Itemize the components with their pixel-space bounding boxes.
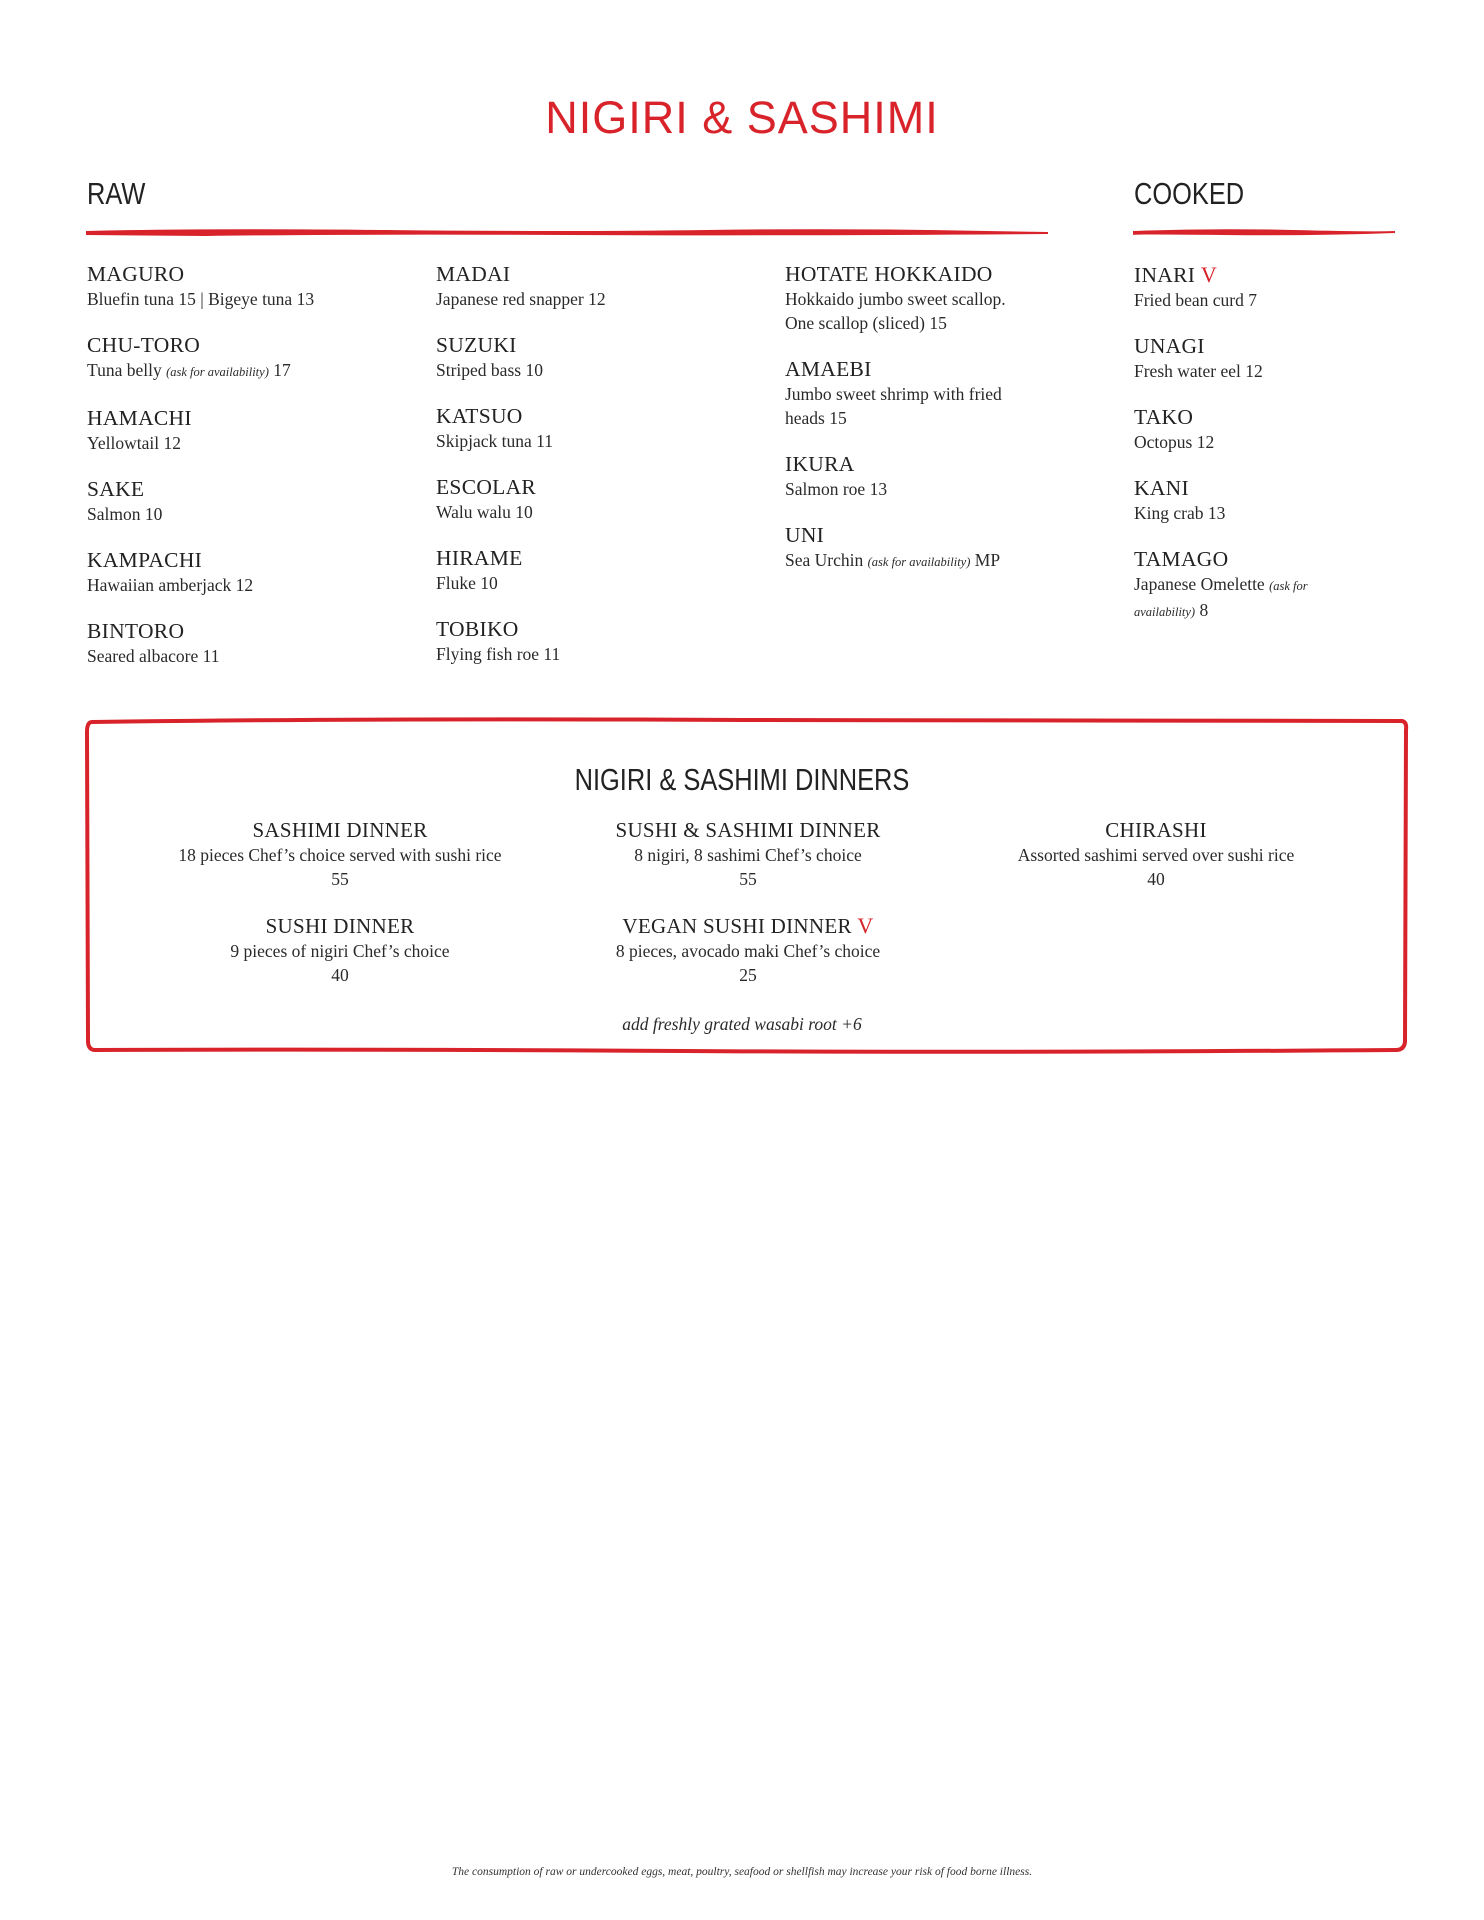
- item-name: IKURA: [785, 452, 855, 476]
- item-desc: Octopus 12: [1134, 432, 1215, 452]
- dinner-item: [130, 913, 550, 987]
- item-desc: Assorted sashimi served over sushi rice: [1017, 845, 1295, 865]
- raw-column-3: [785, 262, 1125, 596]
- raw-column-1: [87, 262, 427, 690]
- menu-item: [436, 262, 776, 311]
- item-name: SASHIMI DINNER: [252, 818, 428, 842]
- menu-item: [436, 333, 776, 382]
- item-desc: Jumbo sweet shrimp with fried: [785, 384, 1002, 404]
- menu-item: [1134, 547, 1434, 624]
- wasabi-addon-note: add freshly grated wasabi root +6: [622, 1014, 862, 1034]
- menu-item: [436, 404, 776, 453]
- availability-note: (ask for availability): [867, 555, 971, 569]
- item-price: MP: [970, 550, 1001, 570]
- item-desc: 8 nigiri, 8 sashimi Chef’s choice: [634, 845, 862, 865]
- item-name: SUZUKI: [436, 333, 517, 357]
- item-desc: Salmon 10: [87, 504, 163, 524]
- raw-heading: RAW: [87, 176, 146, 211]
- item-desc-text: Japanese Omelette: [1134, 574, 1270, 594]
- item-desc: 8 pieces, avocado maki Chef’s choice: [615, 941, 881, 961]
- cooked-heading: COOKED: [1134, 176, 1245, 211]
- item-price: 17: [268, 360, 291, 380]
- item-desc-text: Tuna belly: [87, 360, 167, 380]
- item-name: TAKO: [1134, 405, 1194, 429]
- item-desc: Flying fish roe 11: [436, 644, 561, 664]
- menu-item: [436, 617, 776, 666]
- item-desc: Bluefin tuna 15 | Bigeye tuna 13: [87, 289, 315, 309]
- item-name: KANI: [1134, 476, 1189, 500]
- item-name: SUSHI DINNER: [265, 914, 415, 938]
- item-desc: Hawaiian amberjack 12: [87, 575, 254, 595]
- item-name: KAMPACHI: [87, 548, 203, 572]
- menu-item: [87, 619, 427, 668]
- item-name: TAMAGO: [1134, 547, 1229, 571]
- cooked-column: [1134, 262, 1434, 646]
- item-name-text: INARI: [1134, 263, 1196, 287]
- item-desc: [785, 548, 1125, 574]
- cooked-brush-divider: [1133, 226, 1397, 238]
- item-desc: Yellowtail 12: [87, 433, 181, 453]
- item-name: CHIRASHI: [1105, 818, 1207, 842]
- item-price: 25: [739, 965, 757, 985]
- item-desc: Skipjack tuna 11: [436, 431, 553, 451]
- item-desc: Walu walu 10: [436, 502, 533, 522]
- availability-note: (ask for availability): [166, 365, 269, 379]
- menu-item: [1134, 334, 1434, 383]
- item-name-text: VEGAN SUSHI DINNER: [622, 914, 852, 938]
- item-desc: 18 pieces Chef’s choice served with sushi rice: [178, 845, 502, 865]
- menu-item: [87, 262, 427, 311]
- item-name: SUSHI & SASHIMI DINNER: [615, 818, 881, 842]
- item-name: CHU-TORO: [87, 333, 201, 357]
- item-price: 55: [331, 869, 349, 889]
- menu-item: [1134, 476, 1434, 525]
- item-desc: [1134, 572, 1434, 624]
- item-name: SAKE: [87, 477, 145, 501]
- menu-item: [1134, 405, 1434, 454]
- menu-item: [436, 475, 776, 524]
- page-title: NIGIRI & SASHIMI: [545, 92, 939, 143]
- item-name: HAMACHI: [87, 406, 192, 430]
- item-name: KATSUO: [436, 404, 523, 428]
- item-name: MAGURO: [87, 262, 185, 286]
- menu-item: [785, 523, 1125, 574]
- menu-item: [785, 452, 1125, 501]
- menu-item: [785, 357, 1125, 430]
- item-name: [538, 913, 958, 939]
- raw-column-2: [436, 262, 776, 688]
- item-desc-line-2: heads 15: [785, 408, 847, 428]
- item-desc: Salmon roe 13: [785, 479, 888, 499]
- item-name: MADAI: [436, 262, 511, 286]
- raw-brush-divider: [86, 226, 1050, 238]
- item-desc-line-2: One scallop (sliced) 15: [785, 313, 947, 333]
- item-name: AMAEBI: [785, 357, 872, 381]
- item-price: 8: [1195, 600, 1209, 620]
- dinner-item: [946, 817, 1366, 891]
- vegan-icon: V: [857, 913, 874, 938]
- item-price: 40: [331, 965, 349, 985]
- item-name: [1134, 262, 1434, 288]
- item-price: 40: [1147, 869, 1165, 889]
- menu-item: [87, 333, 427, 384]
- menu-item: [785, 262, 1125, 335]
- item-name: HIRAME: [436, 546, 523, 570]
- item-name: UNAGI: [1134, 334, 1205, 358]
- item-desc: [87, 358, 427, 384]
- item-name: UNI: [785, 523, 825, 547]
- menu-item: [87, 548, 427, 597]
- availability-note: (ask for: [1269, 579, 1308, 593]
- item-name: HOTATE HOKKAIDO: [785, 262, 993, 286]
- item-name: BINTORO: [87, 619, 185, 643]
- item-desc: Hokkaido jumbo sweet scallop.: [785, 289, 1006, 309]
- item-desc: Japanese red snapper 12: [436, 289, 606, 309]
- item-desc: Striped bass 10: [436, 360, 543, 380]
- dinner-item: [130, 817, 550, 891]
- item-desc: Seared albacore 11: [87, 646, 220, 666]
- menu-item: [436, 546, 776, 595]
- item-desc-text: Sea Urchin: [785, 550, 868, 570]
- food-safety-disclaimer: The consumption of raw or undercooked eggs, meat, poultry, seafood or shellfish may increase your risk of food borne illness.: [451, 1866, 1033, 1878]
- item-name: TOBIKO: [436, 617, 519, 641]
- item-desc: King crab 13: [1134, 503, 1226, 523]
- item-price: 55: [739, 869, 757, 889]
- item-name: ESCOLAR: [436, 475, 537, 499]
- item-desc: Fried bean curd 7: [1134, 290, 1257, 310]
- item-desc: Fluke 10: [436, 573, 498, 593]
- availability-note-cont: availability): [1134, 605, 1196, 619]
- dinner-item: [538, 817, 958, 891]
- vegan-icon: V: [1200, 262, 1218, 287]
- menu-item: [1134, 262, 1434, 312]
- item-desc: Fresh water eel 12: [1134, 361, 1263, 381]
- dinners-heading: NIGIRI & SASHIMI DINNERS: [574, 762, 910, 797]
- item-desc: 9 pieces of nigiri Chef’s choice: [230, 941, 450, 961]
- menu-item: [87, 406, 427, 455]
- dinner-item: [538, 913, 958, 987]
- menu-item: [87, 477, 427, 526]
